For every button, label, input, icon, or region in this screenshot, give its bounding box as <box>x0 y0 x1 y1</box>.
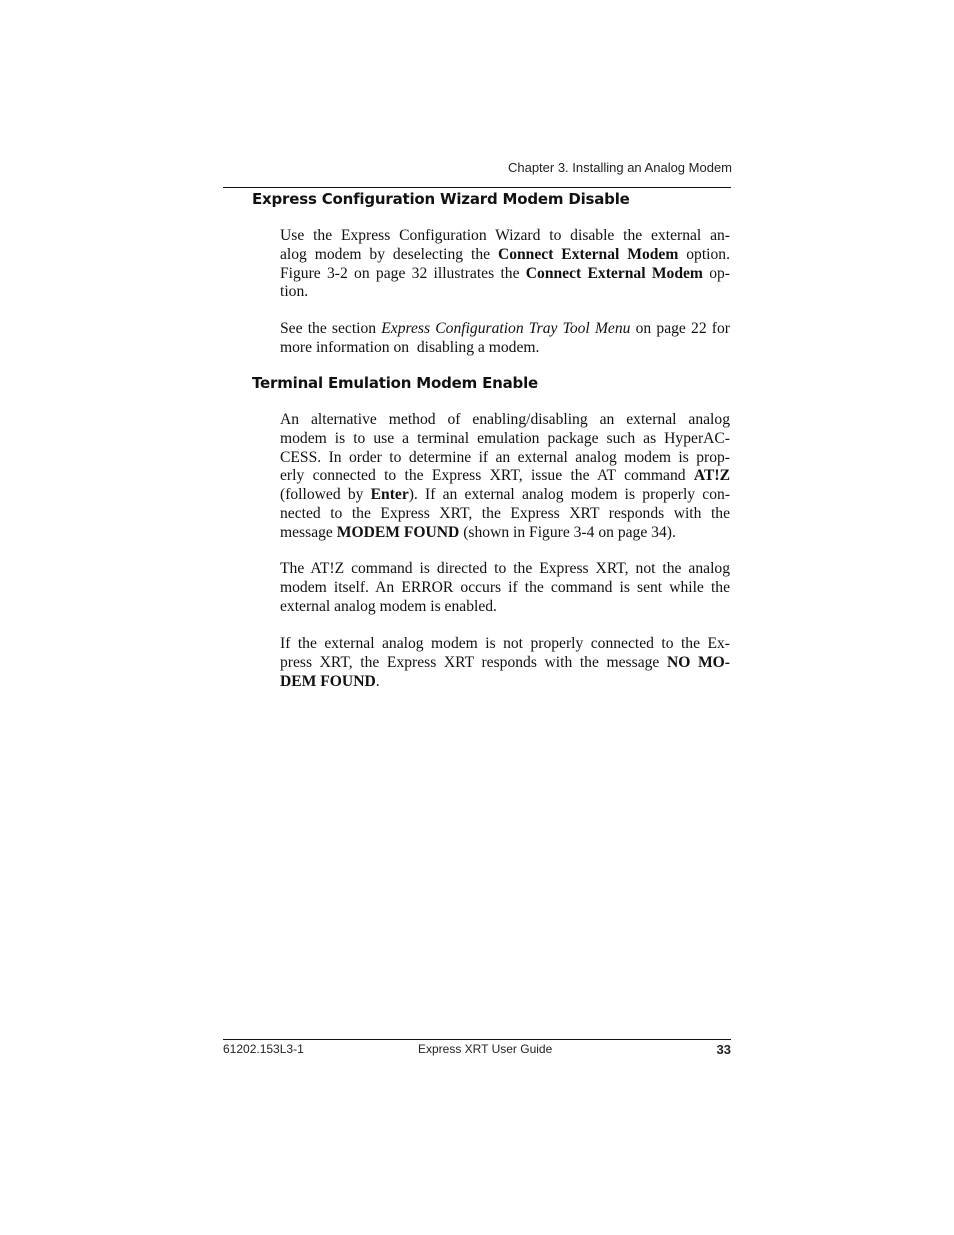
text-run: option. <box>678 245 731 263</box>
doc-number: 61202.153L3-1 <box>223 1042 304 1056</box>
text-line <box>280 560 730 579</box>
text-run: Figure 3-2 on page 32 illustrates the <box>280 264 526 282</box>
text-run: nected to the Express XRT, the Express XRT responds with the <box>280 504 730 522</box>
message-modem-found: MODEM FOUND <box>336 523 460 541</box>
page-number: 33 <box>716 1042 731 1057</box>
footer-rule <box>223 1039 731 1040</box>
text-line <box>280 265 730 284</box>
section-heading-terminal-emulation: Terminal Emulation Modem Enable <box>252 374 538 392</box>
text-run: CESS. In order to determine if an external analog modem is prop- <box>280 448 730 466</box>
text-run: (followed by <box>280 486 371 504</box>
text-run: alog modem by deselecting the <box>280 245 498 263</box>
text-run: press XRT, the Express XRT responds with the message <box>280 653 667 671</box>
key-enter: Enter <box>370 486 409 504</box>
running-head: Chapter 3. Installing an Analog Modem <box>507 160 732 175</box>
text-line <box>280 486 730 505</box>
text-line <box>280 227 730 246</box>
text-line <box>280 579 730 598</box>
text-run: modem itself. An ERROR occurs if the command is sent while the <box>280 578 730 596</box>
paragraph-not-connected <box>280 635 730 691</box>
text-run: external analog modem is enabled. <box>280 597 497 615</box>
message-no-modem-found: DEM FOUND <box>280 672 376 690</box>
guide-title: Express XRT User Guide <box>418 1042 553 1056</box>
text-line <box>280 283 730 302</box>
text-run: If the external analog modem is not properly connected to the Ex- <box>280 635 730 652</box>
text-run: The AT!Z command is directed to the Express XRT, not the analog <box>280 560 730 577</box>
text-run: on page 22 for <box>630 320 730 337</box>
paragraph-terminal-emulation <box>280 411 730 543</box>
text-line <box>280 411 730 430</box>
text-run: Use the Express Configuration Wizard to disable the external an- <box>280 227 730 244</box>
paragraph-wizard-disable <box>280 227 730 302</box>
text-run: more information on disabling a modem. <box>280 338 540 356</box>
text-line <box>280 430 730 449</box>
cross-reference-title: Express Configuration Tray Tool Menu <box>381 320 631 337</box>
message-no-modem-found: NO MO- <box>666 653 730 671</box>
text-line <box>280 673 730 692</box>
text-run: modem is to use a terminal emulation package such as HyperAC- <box>280 429 730 447</box>
text-line <box>280 320 730 339</box>
paragraph-see-section <box>280 320 730 358</box>
header-rule <box>223 187 731 188</box>
text-run: . <box>375 672 380 690</box>
text-run: (shown in Figure 3-4 on page 34). <box>459 523 676 541</box>
text-run: tion. <box>280 283 309 301</box>
text-run: message <box>280 523 337 541</box>
text-run: op- <box>702 264 730 282</box>
text-line <box>280 505 730 524</box>
text-run: See the section <box>280 320 382 337</box>
text-line <box>280 524 730 543</box>
text-run: erly connected to the Express XRT, issue the AT command <box>280 467 694 485</box>
text-line <box>280 598 730 617</box>
section-heading-wizard-modem-disable: Express Configuration Wizard Modem Disable <box>252 190 630 208</box>
text-line <box>280 635 730 654</box>
text-run: An alternative method of enabling/disabling an external analog <box>280 411 730 428</box>
ui-term-connect-external-modem: Connect External Modem <box>497 245 679 263</box>
text-line <box>280 246 730 265</box>
command-at-z: AT!Z <box>693 467 730 485</box>
text-line <box>280 449 730 468</box>
text-line <box>280 654 730 673</box>
text-line <box>280 339 730 358</box>
text-line <box>280 467 730 486</box>
text-run: ). If an external analog modem is properly con- <box>408 486 731 504</box>
paragraph-at-z-command <box>280 560 730 616</box>
ui-term-connect-external-modem: Connect External Modem <box>525 264 703 282</box>
